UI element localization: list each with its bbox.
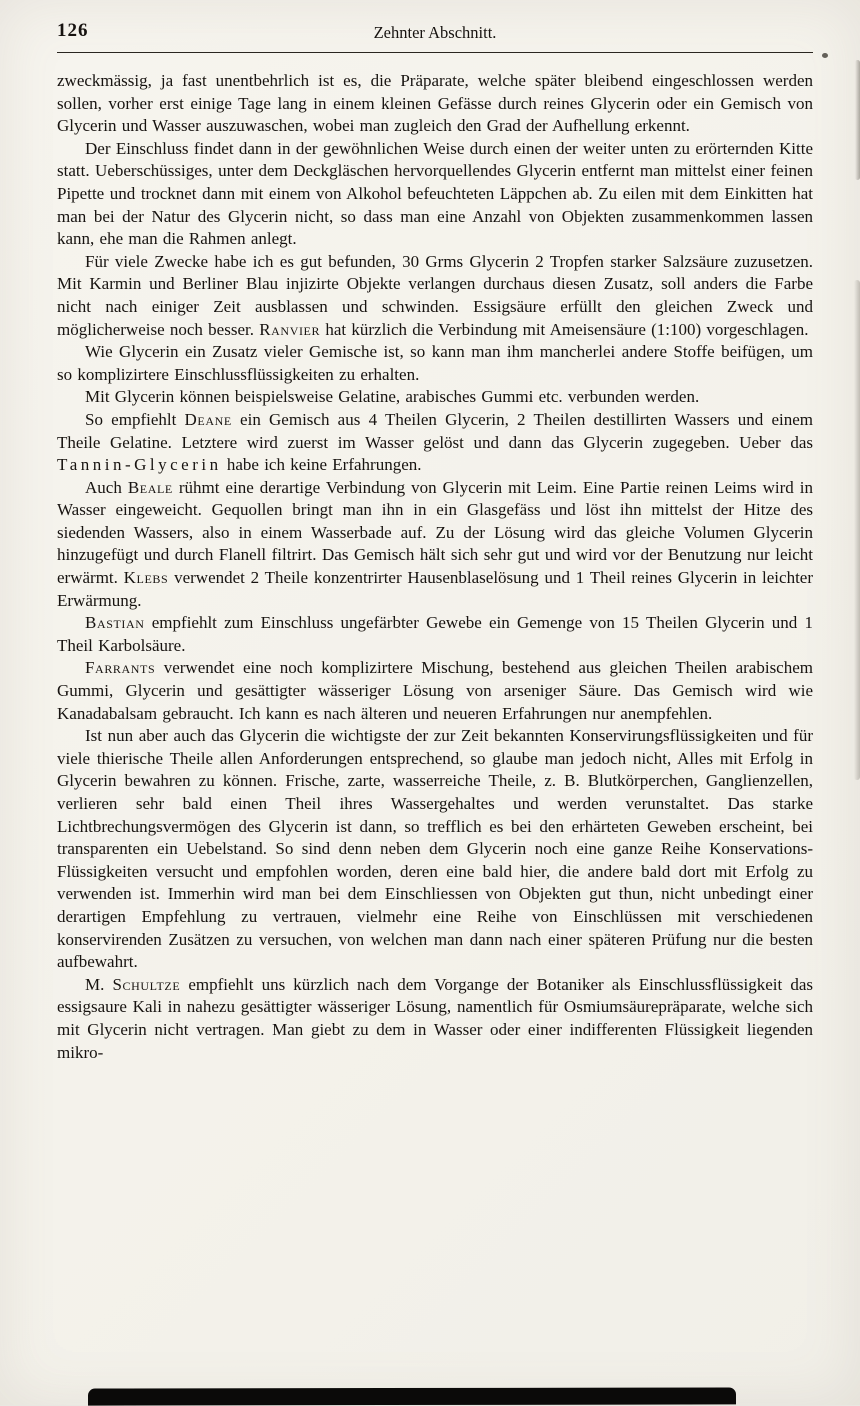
text-run: Auch	[85, 477, 128, 497]
body-text	[57, 70, 813, 1064]
paragraph	[57, 477, 813, 613]
page-number: 126	[57, 20, 89, 41]
text-run: empfiehlt zum Einschluss ungefärbter Gewebe ein Gemenge von 15 Theilen Glycerin und 1 Theil Karbolsäure.	[57, 613, 813, 655]
text-run: verwendet 2 Theile konzentrirter Hausenblaselösung und 1 Theil reines Glycerin in leichter Erwärmung.	[57, 568, 813, 610]
paragraph	[57, 70, 813, 138]
paragraph	[57, 725, 813, 974]
text-run: Wie Glycerin ein Zusatz vieler Gemische ist, so kann man ihm mancherlei andere Stoffe beifügen, um so komplizirtere Einschlussflüssigkeiten zu erhalten.	[57, 342, 813, 384]
scan-artifact-edge-smudge	[855, 60, 860, 180]
paragraph	[57, 657, 813, 725]
text-run: ein Gemisch aus 4 Theilen Glycerin, 2 Theilen destillirten Wassers und einem Theile Gelatine. Letztere wird zuerst im Wasser gelöst und dann das Glycerin zugegeben. Ueber das	[57, 409, 813, 452]
page-content	[57, 20, 813, 1064]
author-name: Farrants	[85, 658, 156, 678]
paragraph	[57, 138, 813, 251]
scan-artifact-edge-smudge	[854, 280, 860, 780]
text-run: Ist nun aber auch das Glycerin die wichtigste der zur Zeit bekannten Konservirungsflüssigkeiten und für viele thierische Theile allen Anforderungen entsprechend, so glaube man jedoch nicht, Alles mit Erfolg in Glycerin bewahren zu können. Frische, zarte, wasserreiche Theile, z. B. Blutkörperchen, Ganglienzellen, verlieren sehr bald einen Theil ihres Wassergehaltes und werden verunstaltet. Das starke Lichtbrechungsvermögen des Glycerin ist dann, so trefflich es bei den erhärteten Geweben erscheint, bei transparenten ein Uebelstand. So sind denn neben dem Glycerin noch eine ganze Reihe Konservations-Flüssigkeiten versucht und empfohlen worden, deren eine bald hier, die andere bald dort mit Erfolg zu verwenden ist. Immerhin wird man bei dem Einschliessen von Objekten gut thun, nicht unbedingt einer derartigen Empfehlung zu vertrauen, vielmehr eine Reihe von Einschlüssen mit verschiedenen konservirenden Zusätzen zu versuchen, von welchen man dann nach einer späteren Prüfung nur die besten aufbewahrt.	[57, 726, 813, 972]
text-run: So empfiehlt	[85, 409, 185, 429]
paragraph	[57, 974, 813, 1064]
paragraph	[57, 341, 813, 386]
text-run: Der Einschluss findet dann in der gewöhnlichen Weise durch einen der weiter unten zu erörternden Kitte statt. Ueberschüssiges, unter dem Deckgläschen hervorquellendes Glycerin entfernt man mittelst einer feinen Pipette und trocknet dann mit einem von Alkohol befeuchteten Läppchen ab. Zu eilen mit dem Einkitten hat man bei der Natur des Glycerin nicht, so dass man eine Anzahl von Objekten zusammenkommen lassen kann, ehe man die Rahmen anlegt.	[57, 138, 813, 249]
text-run: Für viele Zwecke habe ich es gut befunden, 30 Grms Glycerin 2 Tropfen starker Salzsäure zuzusetzen. Mit Karmin und Berliner Blau injizirte Objekte verlangen durchaus diesen Zusatz, soll anders die Farbe nicht nach einiger Zeit ausblassen und schwinden. Essigsäure erfüllt den gleichen Zweck und möglicherweise noch besser.	[57, 251, 813, 339]
text-run: empfiehlt uns kürzlich nach dem Vorgange der Botaniker als Einschlussflüssigkeit das essigsaure Kali in nahezu gesättigter wässeriger Lösung, namentlich für Osmiumsäurepräparate, welche sich mit Glycerin nicht vertragen. Man giebt zu dem in Wasser oder einer indifferenten Flüssigkeit liegenden mikro-	[57, 974, 813, 1062]
page-header	[57, 20, 813, 46]
scan-artifact-dot	[822, 53, 828, 58]
text-run: zweckmässig, ja fast unentbehrlich ist es, die Präparate, welche später bleibend eingeschlossen werden sollen, vorher erst einige Tage lang in einem kleinen Gefässe durch reines Glycerin oder ein Gemisch von Glycerin und Wasser auszuwaschen, wobei man zugleich den Grad der Aufhellung erkennt.	[57, 71, 813, 136]
text-run: hat kürzlich die Verbindung mit Ameisensäure (1:100) vorgeschlagen.	[320, 319, 809, 339]
text-run: habe ich keine Erfahrungen.	[221, 455, 422, 475]
header-rule	[57, 52, 813, 53]
text-run: M.	[85, 974, 113, 994]
author-name: Klebs	[123, 568, 169, 588]
text-run: Mit Glycerin können beispielsweise Gelatine, arabisches Gummi etc. verbunden werden.	[85, 387, 700, 407]
scan-artifact-bottom-bar	[88, 1387, 736, 1405]
author-name: Ranvier	[259, 319, 321, 339]
paragraph	[57, 612, 813, 657]
paragraph	[57, 386, 813, 409]
running-head: Zehnter Abschnitt.	[373, 23, 497, 42]
text-run: verwendet eine noch komplizirtere Mischung, bestehend aus gleichen Theilen arabischem Gummi, Glycerin und gesättigter wässeriger Lösung von arseniger Säure. Das Gemisch wird wie Kanadabalsam gebraucht. Ich kann es nach älteren und neueren Erfahrungen nur anempfehlen.	[57, 658, 813, 723]
author-name: Schultze	[112, 974, 181, 994]
emphasized-term: Tannin-Glycerin	[57, 455, 222, 475]
paragraph	[57, 251, 813, 341]
text-run: rühmt eine derartige Verbindung von Glycerin mit Leim. Eine Partie reinen Leims wird in Wasser eingeweicht. Gequollen bringt man ihn in ein Glasgefäss und löst ihn mittelst der Hitze des siedenden Wassers, also in einem Wasserbade auf. Zu der Lösung wird das gleiche Volumen Glycerin hinzugefügt und durch Flanell filtrirt. Das Gemisch hält sich sehr gut und wird vor der Benutzung nur leicht erwärmt.	[57, 477, 813, 588]
author-name: Bastian	[85, 613, 145, 633]
author-name: Deane	[184, 409, 232, 429]
author-name: Beale	[127, 477, 173, 497]
paragraph	[57, 409, 813, 477]
